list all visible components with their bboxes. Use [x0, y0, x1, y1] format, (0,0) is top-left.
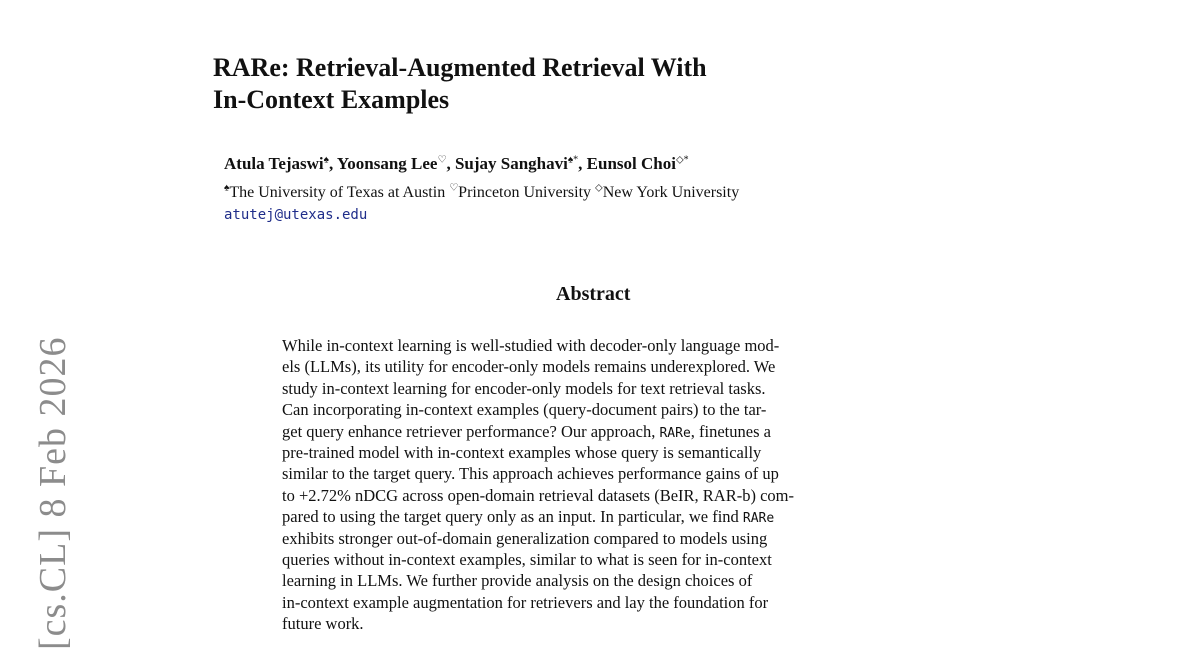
abstract-line: [282, 506, 922, 527]
affiliation-name: The University of Texas at Austin: [229, 184, 446, 201]
abstract-line: [282, 421, 922, 442]
abstract-line: study in-context learning for encoder-only models for text retrieval tasks.: [282, 378, 766, 398]
abstract-line: While in-context learning is well-studied with decoder-only language mod-: [282, 336, 780, 355]
title-line-2: In-Context Examples: [213, 85, 450, 114]
abstract-line: in-context example augmentation for retrievers and lay the foundation for: [282, 592, 769, 612]
affiliation-mark: ♠: [224, 182, 230, 194]
abstract-text: get query enhance retriever performance? Our approach,: [282, 421, 660, 441]
affiliation-list: [224, 184, 739, 202]
affiliation-mark: ◇: [595, 182, 603, 194]
abstract-line: pre-trained model with in-context examples whose query is semantically: [282, 442, 762, 462]
abstract-line: Can incorporating in-context examples (query-document pairs) to the tar-: [282, 400, 767, 420]
abstract-line: learning in LLMs. We further provide analysis on the design choices of: [282, 571, 753, 591]
abstract-line: future work.: [282, 614, 364, 634]
abstract-line: queries without in-context examples, similar to what is seen for in-context: [282, 549, 772, 569]
abstract-text: pared to using the target query only as an input. In particular, we find: [282, 507, 743, 527]
author-list: Atula Tejaswi♠, Yoonsang Lee♡, Sujay Sanghavi♠*, Eunsol Choi◇*: [224, 154, 689, 173]
paper-title: [213, 52, 707, 116]
affiliation-mark: ♡: [437, 154, 447, 166]
abstract-heading: Abstract: [556, 283, 631, 305]
abstract-line: to +2.72% nDCG across open-domain retrieval datasets (BeIR, RAR-b) com-: [282, 485, 794, 505]
title-line-1: RARe: Retrieval-Augmented Retrieval With: [213, 53, 707, 82]
affiliation-name: Princeton University: [458, 184, 592, 201]
abstract-text: , finetunes a: [690, 421, 771, 441]
method-name: RARe: [659, 425, 691, 441]
affiliation-mark: ♡: [449, 182, 459, 194]
affiliation-mark: ♠*: [567, 154, 579, 166]
author-name: Yoonsang Lee: [336, 154, 438, 173]
abstract-body: [282, 335, 922, 634]
author-name: Sujay Sanghavi: [454, 154, 568, 173]
author-email-link[interactable]: atutej@utexas.edu: [224, 207, 368, 223]
affiliation-mark: ♠: [323, 154, 329, 166]
arxiv-sidebar-stamp: [cs.CL] 8 Feb 2026: [32, 336, 74, 650]
abstract-line: similar to the target query. This approach achieves performance gains of up: [282, 464, 779, 484]
method-name: RARe: [742, 511, 775, 527]
affiliation-name: New York University: [602, 184, 740, 201]
affiliation-mark: ◇*: [675, 154, 689, 166]
abstract-line: els (LLMs), its utility for encoder-only models remains underexplored. We: [282, 357, 776, 377]
author-name: Atula Tejaswi: [224, 154, 324, 173]
author-name: Eunsol Choi: [586, 154, 676, 173]
abstract-line: exhibits stronger out-of-domain generalization compared to models using: [282, 528, 768, 548]
